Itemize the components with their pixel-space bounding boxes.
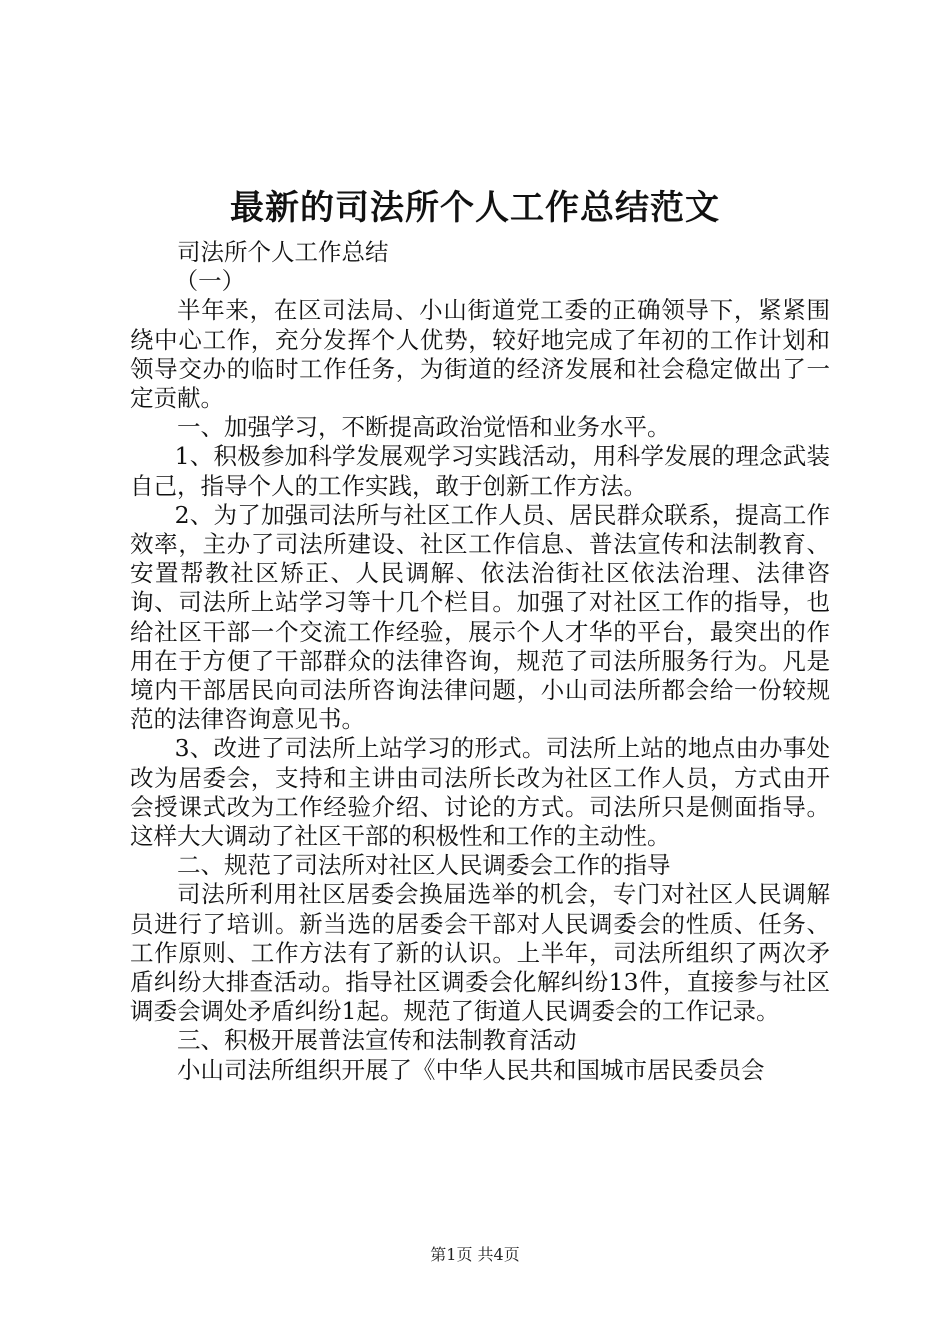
body-paragraph: 小山司法所组织开展了《中华人民共和国城市居民委员会 bbox=[177, 1055, 765, 1084]
page-number-footer: 第1页 共4页 bbox=[430, 1245, 520, 1264]
body-paragraph: 1、积极参加科学发展观学习实践活动，用科学发展的理念武装自己，指导个人的工作实践，敢于创新工作方法。 bbox=[130, 442, 830, 500]
section-heading-3: 三、积极开展普法宣传和法制教育活动 bbox=[177, 1026, 577, 1055]
body-paragraph: 3、改进了司法所上站学习的形式。司法所上站的地点由办事处改为居委会，支持和主讲由司法所长改为社区工作人员，方式由开会授课式改为工作经验介绍、讨论的方式。司法所只是侧面指导。这样大大调动了社区干部的积极性和工作的主动性。 bbox=[130, 734, 830, 851]
intro-paragraph: 半年来，在区司法局、小山街道党工委的正确领导下，紧紧围绕中心工作，充分发挥个人优势，较好地完成了年初的工作计划和领导交办的临时工作任务，为街道的经济发展和社会稳定做出了一定贡献。 bbox=[130, 296, 830, 413]
part-number-paragraph: （一） bbox=[174, 267, 246, 296]
body-paragraph: 司法所利用社区居委会换届选举的机会，专门对社区人民调解员进行了培训。新当选的居委会干部对人民调委会的性质、任务、工作原则、工作方法有了新的认识。上半年，司法所组织了两次矛盾纠纷大排查活动。指导社区调委会化解纠纷13件，直接参与社区调委会调处矛盾纠纷1起。规范了街道人民调委会的工作记录。 bbox=[130, 880, 830, 1026]
subtitle-paragraph: 司法所个人工作总结 bbox=[177, 238, 389, 266]
body-paragraph: 2、为了加强司法所与社区工作人员、居民群众联系，提高工作效率，主办了司法所建设、社区工作信息、普法宣传和法制教育、安置帮教社区矫正、人民调解、依法治街社区依法治理、法律咨询、司法所上站学习等十几个栏目。加强了对社区工作的指导，也给社区干部一个交流工作经验，展示个人才华的平台，最突出的作用在于方便了干部群众的法律咨询，规范了司法所服务行为。凡是境内干部居民向司法所咨询法律问题，小山司法所都会给一份较规范的法律咨询意见书。 bbox=[130, 500, 830, 734]
document-title: 最新的司法所个人工作总结范文 bbox=[230, 188, 720, 228]
section-heading-1: 一、加强学习，不断提高政治觉悟和业务水平。 bbox=[177, 413, 671, 442]
section-heading-2: 二、规范了司法所对社区人民调委会工作的指导 bbox=[177, 851, 671, 880]
document-body bbox=[130, 238, 830, 1085]
